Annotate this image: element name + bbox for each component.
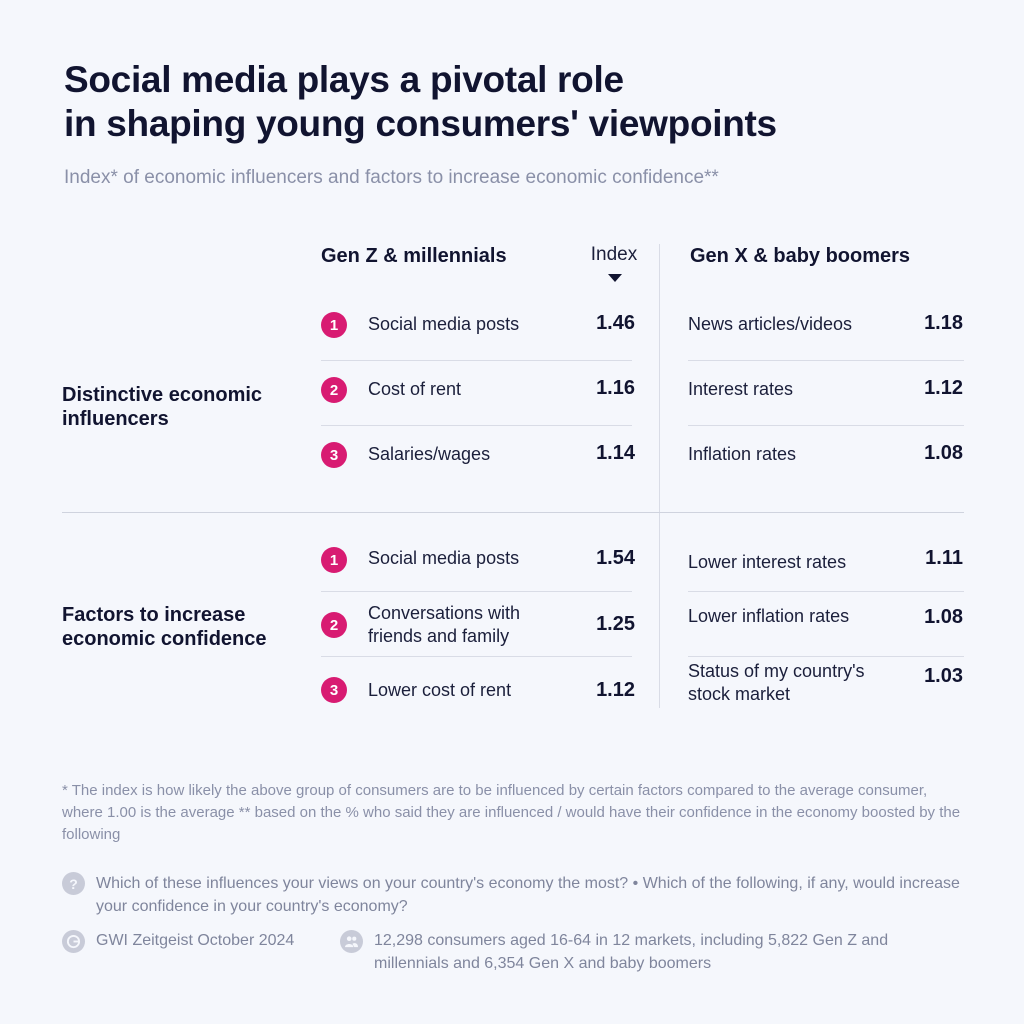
right-item-label: Interest rates — [688, 379, 794, 399]
row-divider-left — [321, 591, 632, 592]
source: GWI Zeitgeist October 2024 — [96, 932, 295, 949]
rank-badge: 1 — [321, 547, 347, 573]
column-header-index: Index — [590, 244, 638, 265]
left-index-value: 1.54 — [596, 547, 635, 569]
column-header-gen-z: Gen Z & millennials — [321, 245, 507, 267]
row-divider-right — [688, 591, 964, 592]
rank-badge: 1 — [321, 312, 347, 338]
row-divider-right — [688, 425, 964, 426]
right-item-label: Lower inflation rates — [688, 606, 850, 626]
left-item-label: Social media posts — [368, 314, 520, 334]
gwi-logo-icon — [62, 930, 85, 953]
right-item-label: News articles/videos — [688, 314, 853, 334]
row-divider-right — [688, 360, 964, 361]
row-divider-left — [321, 425, 632, 426]
column-divider — [659, 244, 660, 708]
left-item-label: Social media posts — [368, 548, 520, 568]
right-index-value: 1.03 — [924, 665, 963, 687]
right-item-label: Status of my country's stock market — [688, 661, 865, 704]
section-label-influencers: Distinctive economic influencers — [62, 384, 263, 430]
right-index-value: 1.11 — [925, 547, 963, 569]
sort-arrow-icon — [608, 274, 622, 282]
chart-subtitle: Index* of economic influencers and factors to increase economic confidence** — [64, 167, 719, 188]
people-icon — [340, 930, 363, 953]
right-item-label: Lower interest rates — [688, 552, 847, 572]
right-index-value: 1.08 — [924, 442, 963, 464]
right-index-value: 1.18 — [924, 312, 963, 334]
title-line-2: in shaping young consumers' viewpoints — [64, 103, 777, 144]
left-index-value: 1.16 — [596, 377, 635, 399]
survey-question: Which of these influences your views on your country's economy the most? • Which of the following, if any, would increase your confidence in your country's economy? — [96, 875, 960, 915]
rank-badge: 3 — [321, 677, 347, 703]
sample-size: 12,298 consumers aged 16-64 in 12 markets, including 5,822 Gen Z and millennials and 6,354 Gen X and baby boomers — [374, 932, 889, 972]
left-item-label: Cost of rent — [368, 379, 462, 399]
left-index-value: 1.25 — [596, 613, 635, 635]
rank-badge: 2 — [321, 377, 347, 403]
row-divider-left — [321, 656, 632, 657]
left-item-label: Conversations with friends and family — [368, 603, 521, 646]
right-index-value: 1.08 — [924, 606, 963, 628]
row-divider-left — [321, 360, 632, 361]
question-icon: ? — [62, 872, 85, 895]
left-item-label: Lower cost of rent — [368, 680, 512, 700]
left-index-value: 1.46 — [596, 312, 635, 334]
section-label-confidence: Factors to increase economic confidence — [62, 604, 267, 650]
chart-title — [64, 58, 964, 146]
left-index-value: 1.14 — [596, 442, 635, 464]
rank-badge: 3 — [321, 442, 347, 468]
title-line-1: Social media plays a pivotal role — [64, 59, 624, 100]
left-item-label: Salaries/wages — [368, 444, 491, 464]
footnote: * The index is how likely the above group of consumers are to be influenced by certain factors compared to the average consumer, where 1.00 is the average ** based on the % who said they are influenced / would have their confidence in the economy boosted by the following — [62, 782, 961, 843]
right-index-value: 1.12 — [924, 377, 963, 399]
right-item-label: Inflation rates — [688, 444, 797, 464]
section-divider — [62, 512, 964, 513]
left-index-value: 1.12 — [596, 679, 635, 701]
rank-badge: 2 — [321, 612, 347, 638]
column-header-gen-x: Gen X & baby boomers — [690, 245, 911, 267]
row-divider-right — [688, 656, 964, 657]
